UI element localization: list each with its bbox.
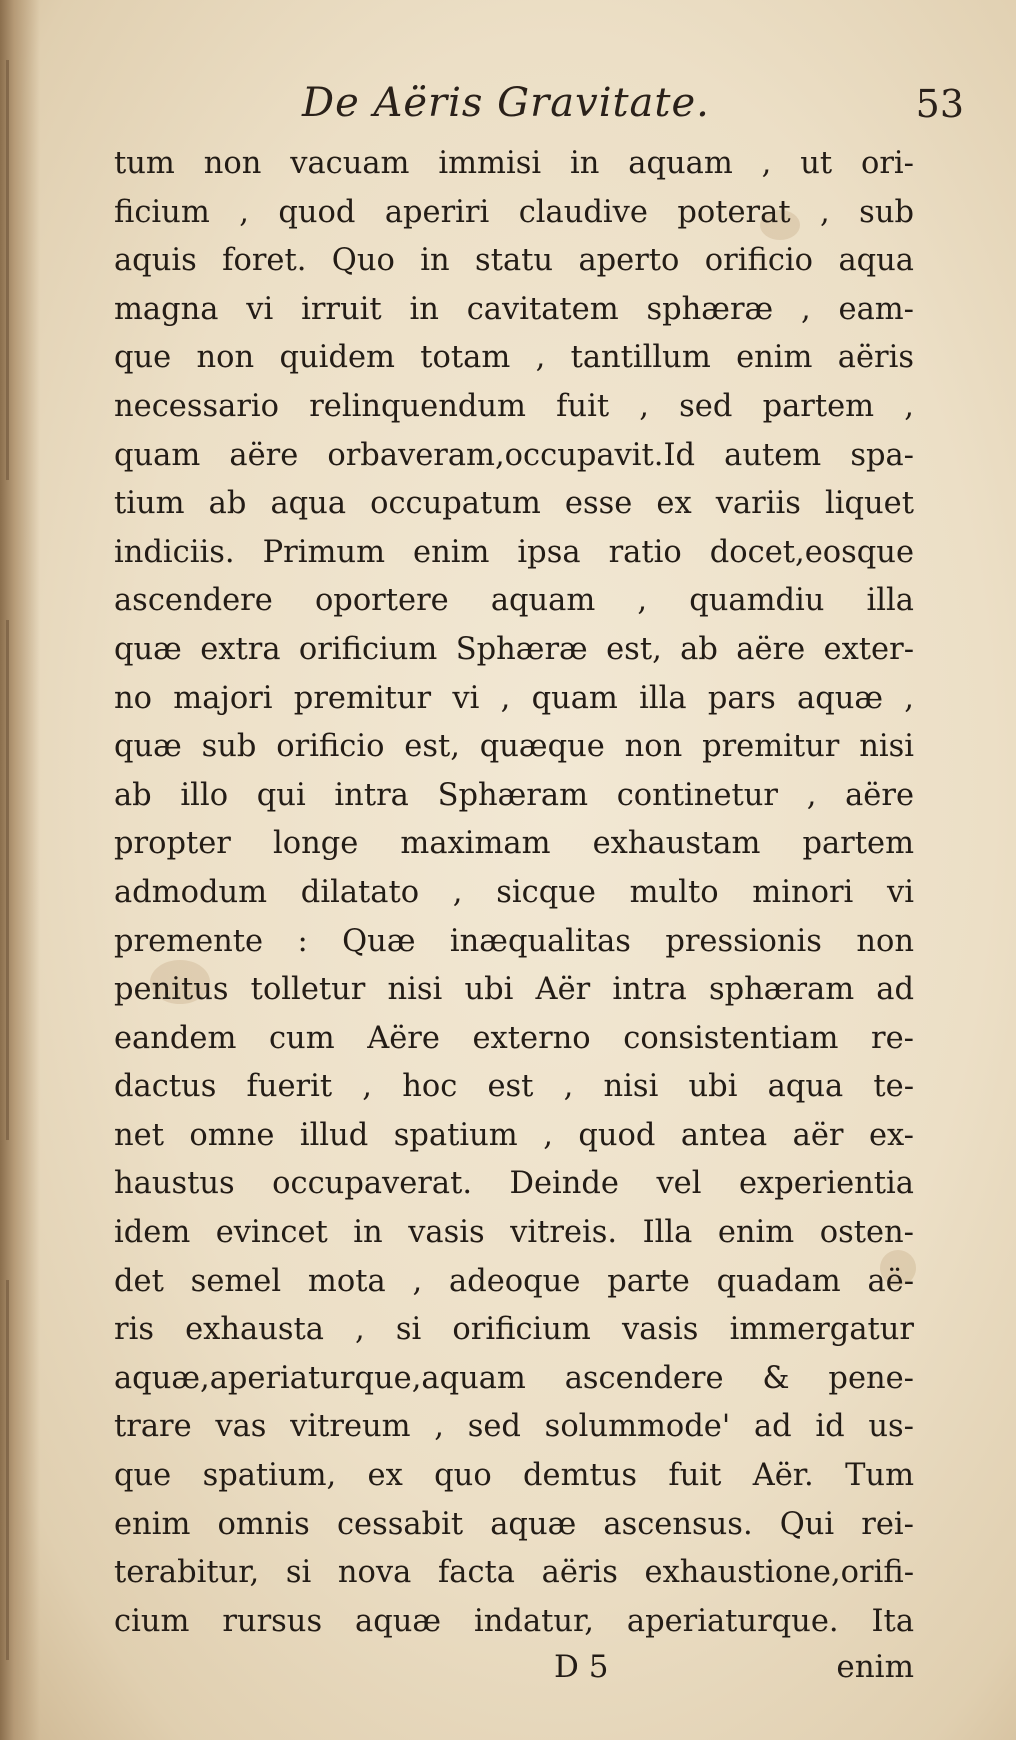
text-line: trare vas vitreum , sed solummode' ad id us- (114, 1409, 914, 1445)
text-line: cium rursus aquæ indatur, aperiaturque. Ita (114, 1603, 914, 1639)
text-line: ascendere oportere aquam , quamdiu illa (114, 583, 914, 619)
text-line: ficium , quod aperiri claudive poterat , sub (114, 194, 914, 230)
body-text (114, 140, 914, 1646)
text-line: admodum dilatato , sicque multo minori vi (114, 874, 914, 910)
text-line: tium ab aqua occupatum esse ex variis liquet (114, 486, 914, 522)
text-line: det semel mota , adeoque parte quadam aë- (114, 1263, 914, 1299)
page-edge-mark (6, 620, 9, 1140)
page-edge-mark (6, 60, 9, 480)
text-line: magna vi irruit in cavitatem sphæræ , eam- (114, 291, 914, 327)
text-line: quæ sub orificio est, quæque non premitur nisi (114, 729, 914, 765)
text-line: que spatium, ex quo demtus fuit Aër. Tum (114, 1458, 914, 1494)
page-number: 53 (915, 82, 964, 126)
text-line: idem evincet in vasis vitreis. Illa enim osten- (114, 1215, 914, 1251)
text-line: propter longe maximam exhaustam partem (114, 826, 914, 862)
text-line: eandem cum Aëre externo consistentiam re- (114, 1020, 914, 1056)
text-line: net omne illud spatium , quod antea aër ex- (114, 1117, 914, 1153)
text-line: penitus tolletur nisi ubi Aër intra sphæram ad (114, 972, 914, 1008)
text-line: quæ extra orificium Sphæræ est, ab aëre exter- (114, 631, 914, 667)
text-line: ris exhausta , si orificium vasis immergatur (114, 1312, 914, 1348)
text-line: necessario relinquendum fuit , sed partem , (114, 388, 914, 424)
text-line: indiciis. Primum enim ipsa ratio docet,eosque (114, 534, 914, 570)
running-title: De Aëris Gravitate. (302, 80, 710, 126)
text-line: tum non vacuam immisi in aquam , ut ori- (114, 146, 914, 181)
text-line: terabitur, si nova facta aëris exhaustione,orifi- (114, 1555, 914, 1591)
text-line: quam aëre orbaveram,occupavit.Id autem spa- (114, 437, 914, 473)
text-line: no majori premitur vi , quam illa pars aquæ , (114, 680, 914, 716)
text-line: que non quidem totam , tantillum enim aëris (114, 340, 914, 376)
text-line: haustus occupaverat. Deinde vel experientia (114, 1166, 914, 1202)
text-line: enim omnis cessabit aquæ ascensus. Qui rei- (114, 1506, 914, 1542)
catchword: enim (836, 1649, 914, 1685)
page-edge-mark (6, 1280, 9, 1660)
text-line: premente : Quæ inæqualitas pressionis non (114, 923, 914, 959)
text-line: ab illo qui intra Sphæram continetur , aëre (114, 777, 914, 813)
text-line: aquis foret. Quo in statu aperto orificio aqua (114, 243, 914, 279)
text-line: aquæ,aperiaturque,aquam ascendere & pene- (114, 1360, 914, 1396)
signature-mark: D 5 (554, 1649, 609, 1685)
page-footer (114, 1645, 914, 1695)
text-line: dactus fuerit , hoc est , nisi ubi aqua te- (114, 1069, 914, 1105)
page-header (112, 70, 972, 130)
